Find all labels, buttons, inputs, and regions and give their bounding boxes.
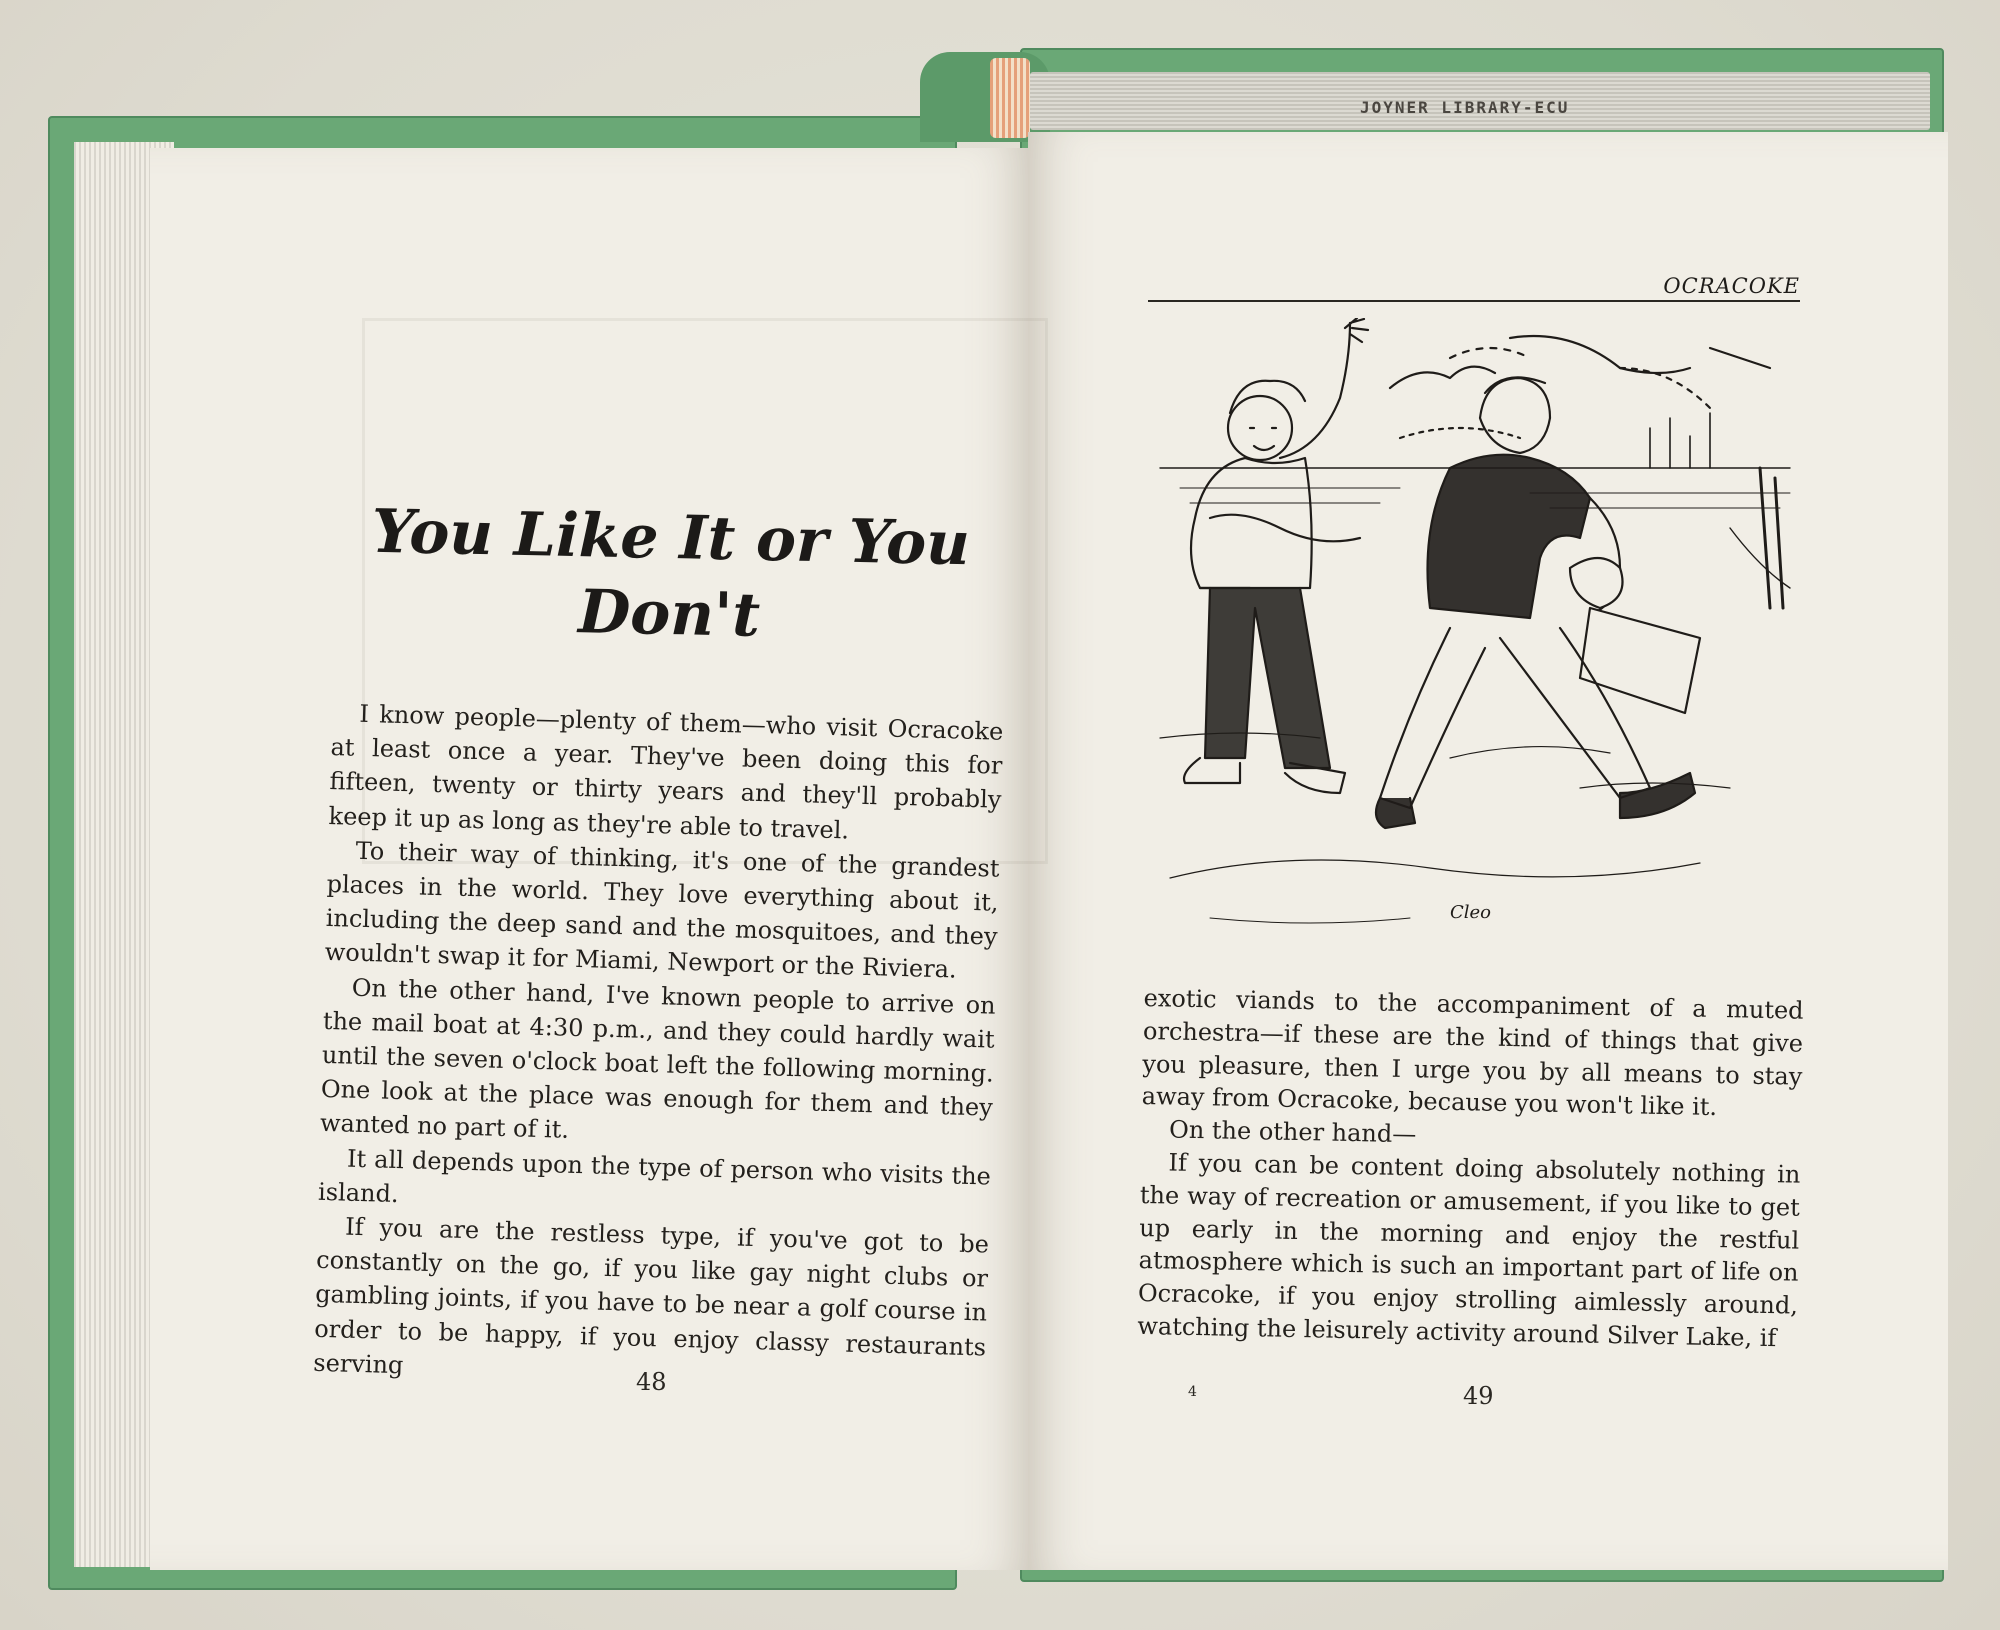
pen-illustration [1150,318,1800,958]
chapter-title-line-2: Don't [577,577,761,651]
page-number-right: 49 [1463,1382,1494,1410]
library-stamp: JOYNER LIBRARY-ECU [1360,98,1570,117]
paragraph: To their way of thinking, it's one of the grandest places in the world. They love everything about it, including the deep sand and the mosquitoes, and they wouldn't swap it for Miami, Newport or the Riviera. [324,836,1000,984]
chapter-title [328,493,1011,659]
paragraph-continuation: exotic viands to the accompaniment of a muted orchestra—if these are the kind of things that give you pleasure, then I urge you by all means to stay away from Ocracoke, because you won't like it. [1141,983,1804,1122]
paragraph: On the other hand, I've known people to arrive on the mail boat at 4:30 p.m., and they could hardly wait until the seven o'clock boat left the following morning. One look at the place was enough for them and they wanted no part of it. [319,973,997,1145]
paragraph: If you are the restless type, if you've got to be constantly on the go, if you like gay night clubs or gambling joints, if you have to be near a golf course in order to be happy, if you enjoy classy restaurants serving [312,1212,990,1380]
running-head: OCRACOKE [1663,274,1800,298]
paragraph: I know people—plenty of them—who visit Ocracoke at least once a year. They've been doing this for fifteen, twenty or thirty years and they'll probably keep it up as long as they're able to travel. [328,699,1004,845]
paragraph: It all depends upon the type of person who visits the island. [317,1144,992,1208]
illustration-signature: Cleo [1450,902,1492,923]
headband [990,58,1030,138]
right-page-body [1137,982,1804,1355]
signature-mark: 4 [1188,1384,1197,1400]
left-page-body [313,696,1004,1399]
header-rule [1148,300,1800,302]
paragraph: On the other hand— [1168,1115,1417,1149]
page-number-left: 48 [636,1368,667,1396]
paragraph: If you can be content doing absolutely nothing in the way of recreation or amusement, if you like to get up early in the morning and enjoy the restful atmosphere which is such an important part of life on Ocracoke, if you enjoy strolling aimlessly around, watching the leisurely activity around Silver Lake, if [1137,1148,1801,1353]
chapter-title-line-1: You Like It or You [371,496,971,580]
